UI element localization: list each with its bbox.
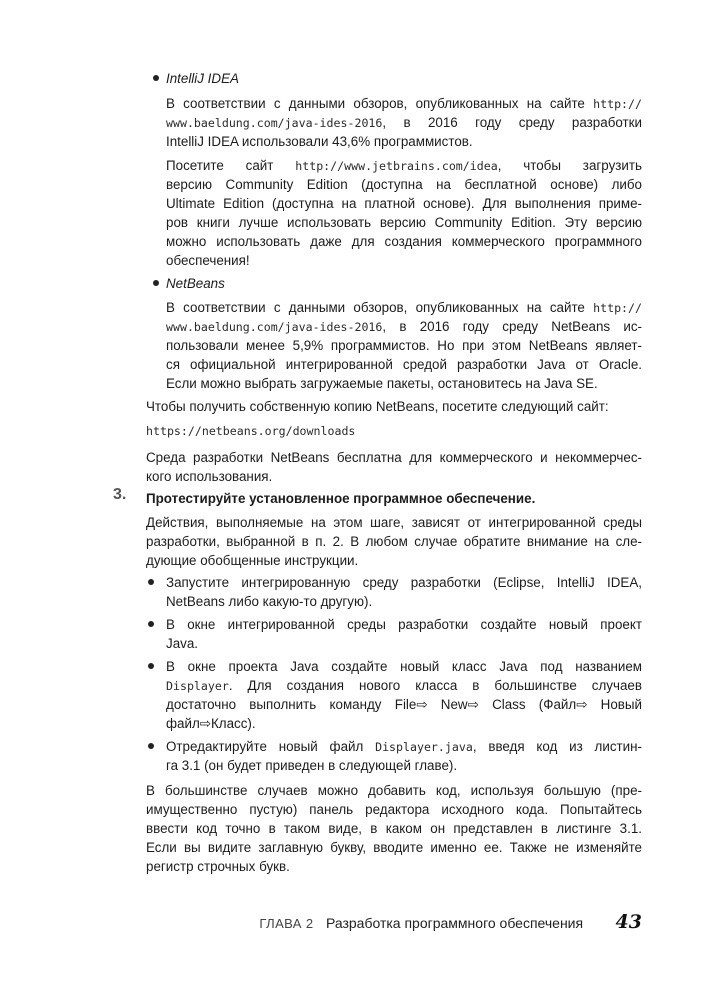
text-line: www.baeldung.com/java-ides-2016, в 2016 году среду разработки [166, 115, 642, 130]
code-identifier: Displayer [166, 679, 229, 693]
url-link: http:// [593, 301, 642, 315]
text-line: пользовали менее 5,9% программистов. Но при этом NetBeans являет- [166, 338, 642, 353]
text-line: В соответствии с данными обзоров, опубликованных на сайте http:// [166, 96, 642, 111]
text-line: ров книги лучше использовать версию Community Edition. Эту версию [166, 215, 642, 230]
ide-title-intellij: IntelliJ IDEA [166, 71, 239, 86]
page-footer [259, 911, 642, 933]
text-line: В большинстве случаев можно добавить код, используя большую (пре- [146, 783, 642, 798]
text-line: ввести код точно в таком виде, в каком он представлен в листинге 3.1. [146, 821, 642, 836]
url-link: http:// [593, 97, 642, 111]
text-line: В окне проекта Java создайте новый класс Java под названием [166, 659, 642, 674]
bullet-marker [148, 579, 154, 585]
text-line: Ultimate Edition (доступна на платной основе). Для выполнения приме- [166, 196, 642, 211]
text-line: В окне интегрированной среды разработки создайте новый проект [166, 617, 642, 632]
bullet-marker [148, 743, 154, 749]
bullet-marker [153, 280, 159, 286]
text-line: Если можно выбрать загружаемые пакеты, остановитесь на Java SE. [166, 376, 598, 391]
text-line: версию Community Edition (доступна на бесплатной основе) либо [166, 177, 642, 192]
text-line: регистр строчных букв. [146, 859, 290, 874]
page-number: 43 [615, 911, 642, 933]
chapter-label: ГЛАВА 2 [259, 916, 314, 931]
code-identifier: Displayer.java [375, 740, 473, 754]
url-link: www.baeldung.com/java-ides-2016 [166, 320, 383, 334]
url-link: http://www.jetbrains.com/idea [295, 159, 498, 173]
netbeans-intro: Чтобы получить собственную копию NetBeans, посетите следующий сайт: [146, 399, 609, 414]
text-line: IntelliJ IDEA использовали 43,6% программистов. [166, 134, 473, 149]
text-line: Displayer. Для создания нового класса в большинстве случаев [166, 678, 642, 693]
text-line: Java. [166, 636, 199, 651]
text-line: Посетите сайт http://www.jetbrains.com/idea, чтобы загрузить [166, 158, 642, 173]
text-line: Запустите интегрированную среду разработки (Eclipse, IntelliJ IDEA, [166, 575, 642, 590]
ide-title-netbeans: NetBeans [166, 276, 225, 291]
step-title: Протестируйте установленное программное обеспечение. [146, 491, 536, 506]
text-line: Среда разработки NetBeans бесплатна для коммерческого и некоммерчес- [146, 450, 642, 465]
step-number: 3. [113, 486, 127, 503]
text-line: можно использовать даже для создания коммерческого программного [166, 234, 642, 249]
text-line: дующие обобщенные инструкции. [146, 553, 359, 568]
text-line: ся официальной интегрированной средой разработки Java от Oracle. [166, 357, 642, 372]
text-line: достаточно выполнить команду File⇨ New⇨ Class (Файл⇨ Новый [166, 697, 642, 712]
url-link: www.baeldung.com/java-ides-2016 [166, 116, 383, 130]
netbeans-url: https://netbeans.org/downloads [146, 424, 356, 438]
text-line: NetBeans либо какую-то другую). [166, 594, 373, 609]
text-line: файл⇨Класс). [166, 716, 256, 731]
text-line: имущественно пустую) панель редактора исходного кода. Попытайтесь [146, 802, 642, 817]
text-line: В соответствии с данными обзоров, опубликованных на сайте http:// [166, 300, 642, 315]
text-line: Если вы видите заглавную букву, вводите именно ее. Также не изменяйте [146, 840, 642, 855]
text-line: www.baeldung.com/java-ides-2016, в 2016 году среду NetBeans ис- [166, 319, 642, 334]
text-line: обеспечения! [166, 253, 250, 268]
text-line: Действия, выполняемые на этом шаге, зависят от интегрированной среды [146, 515, 642, 530]
text-line: кого использования. [146, 469, 273, 484]
bullet-marker [153, 75, 159, 81]
bullet-marker [148, 621, 154, 627]
text-line: разработки, выбранной в п. 2. В любом случае обратите внимание на сле- [146, 534, 642, 549]
chapter-title: Разработка программного обеспечения [325, 915, 584, 931]
bullet-marker [148, 663, 154, 669]
text-line: Отредактируйте новый файл Displayer.java, введя код из листин- [166, 739, 642, 754]
text-line: га 3.1 (он будет приведен в следующей главе). [166, 758, 458, 773]
